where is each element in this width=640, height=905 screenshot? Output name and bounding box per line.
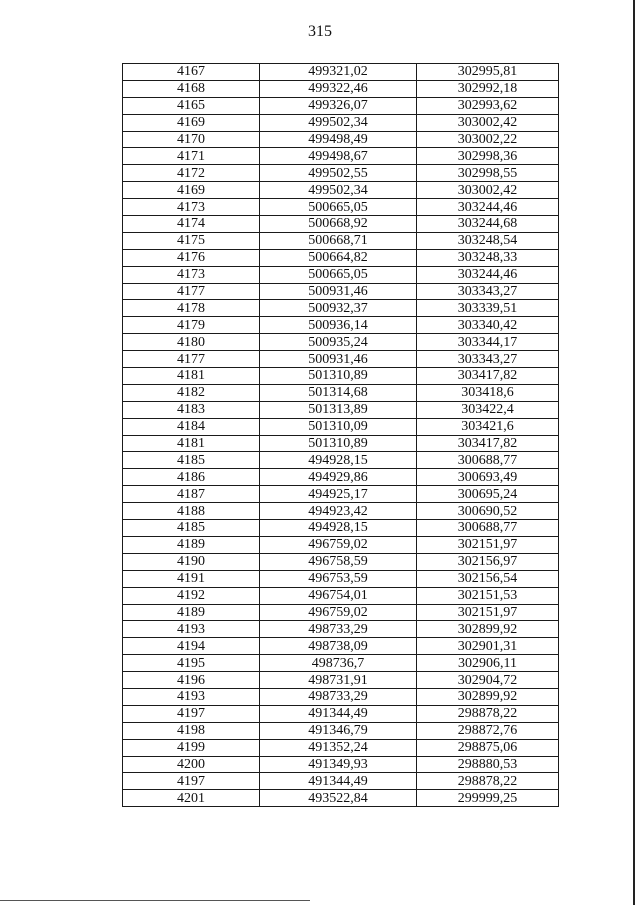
y-coordinate-cell: 302998,55 (417, 165, 559, 182)
x-coordinate-cell: 496759,02 (260, 604, 417, 621)
y-coordinate-cell: 302904,72 (417, 672, 559, 689)
point-number-cell: 4201 (123, 790, 260, 807)
page-number: 315 (308, 23, 332, 40)
table-row (123, 469, 559, 486)
point-number-cell: 4185 (123, 452, 260, 469)
table-row (123, 553, 559, 570)
table-row (123, 587, 559, 604)
table-row (123, 790, 559, 807)
x-coordinate-cell: 498731,91 (260, 672, 417, 689)
y-coordinate-cell: 300688,77 (417, 452, 559, 469)
x-coordinate-cell: 500931,46 (260, 283, 417, 300)
table-row (123, 570, 559, 587)
y-coordinate-cell: 303002,22 (417, 131, 559, 148)
table-row (123, 283, 559, 300)
point-number-cell: 4179 (123, 317, 260, 334)
x-coordinate-cell: 499502,34 (260, 182, 417, 199)
point-number-cell: 4173 (123, 199, 260, 216)
coordinates-table (122, 63, 559, 807)
table-row (123, 97, 559, 114)
point-number-cell: 4192 (123, 587, 260, 604)
point-number-cell: 4184 (123, 418, 260, 435)
point-number-cell: 4193 (123, 688, 260, 705)
table-row (123, 182, 559, 199)
x-coordinate-cell: 494928,15 (260, 520, 417, 537)
point-number-cell: 4178 (123, 300, 260, 317)
x-coordinate-cell: 499322,46 (260, 80, 417, 97)
table-row (123, 722, 559, 739)
point-number-cell: 4193 (123, 621, 260, 638)
y-coordinate-cell: 298875,06 (417, 739, 559, 756)
table-row (123, 368, 559, 385)
point-number-cell: 4196 (123, 672, 260, 689)
y-coordinate-cell: 302901,31 (417, 638, 559, 655)
table-row (123, 655, 559, 672)
y-coordinate-cell: 302156,54 (417, 570, 559, 587)
point-number-cell: 4165 (123, 97, 260, 114)
point-number-cell: 4168 (123, 80, 260, 97)
y-coordinate-cell: 303417,82 (417, 435, 559, 452)
point-number-cell: 4176 (123, 249, 260, 266)
y-coordinate-cell: 302995,81 (417, 64, 559, 81)
x-coordinate-cell: 500935,24 (260, 334, 417, 351)
table-row (123, 452, 559, 469)
y-coordinate-cell: 300688,77 (417, 520, 559, 537)
y-coordinate-cell: 303002,42 (417, 114, 559, 131)
table-row (123, 216, 559, 233)
y-coordinate-cell: 303002,42 (417, 182, 559, 199)
point-number-cell: 4183 (123, 401, 260, 418)
y-coordinate-cell: 303418,6 (417, 384, 559, 401)
y-coordinate-cell: 302151,53 (417, 587, 559, 604)
point-number-cell: 4187 (123, 486, 260, 503)
table-row (123, 756, 559, 773)
point-number-cell: 4186 (123, 469, 260, 486)
x-coordinate-cell: 496754,01 (260, 587, 417, 604)
x-coordinate-cell: 500668,71 (260, 232, 417, 249)
x-coordinate-cell: 498736,7 (260, 655, 417, 672)
table-row (123, 486, 559, 503)
table-row (123, 773, 559, 790)
point-number-cell: 4190 (123, 553, 260, 570)
point-number-cell: 4173 (123, 266, 260, 283)
x-coordinate-cell: 499321,02 (260, 64, 417, 81)
point-number-cell: 4181 (123, 435, 260, 452)
point-number-cell: 4171 (123, 148, 260, 165)
table-row (123, 249, 559, 266)
x-coordinate-cell: 500665,05 (260, 266, 417, 283)
y-coordinate-cell: 299999,25 (417, 790, 559, 807)
y-coordinate-cell: 303244,68 (417, 216, 559, 233)
y-coordinate-cell: 300690,52 (417, 503, 559, 520)
table-row (123, 739, 559, 756)
table-row (123, 199, 559, 216)
x-coordinate-cell: 493522,84 (260, 790, 417, 807)
x-coordinate-cell: 491349,93 (260, 756, 417, 773)
x-coordinate-cell: 494928,15 (260, 452, 417, 469)
x-coordinate-cell: 500932,37 (260, 300, 417, 317)
table-row (123, 638, 559, 655)
y-coordinate-cell: 303339,51 (417, 300, 559, 317)
x-coordinate-cell: 498733,29 (260, 688, 417, 705)
point-number-cell: 4169 (123, 182, 260, 199)
point-number-cell: 4174 (123, 216, 260, 233)
x-coordinate-cell: 498733,29 (260, 621, 417, 638)
page-edge-bottom (0, 900, 310, 901)
y-coordinate-cell: 298878,22 (417, 773, 559, 790)
point-number-cell: 4189 (123, 536, 260, 553)
point-number-cell: 4175 (123, 232, 260, 249)
y-coordinate-cell: 300693,49 (417, 469, 559, 486)
x-coordinate-cell: 499502,55 (260, 165, 417, 182)
point-number-cell: 4180 (123, 334, 260, 351)
table-row (123, 384, 559, 401)
point-number-cell: 4194 (123, 638, 260, 655)
table-row (123, 334, 559, 351)
y-coordinate-cell: 302899,92 (417, 688, 559, 705)
table-row (123, 418, 559, 435)
y-coordinate-cell: 302156,97 (417, 553, 559, 570)
point-number-cell: 4185 (123, 520, 260, 537)
x-coordinate-cell: 501310,89 (260, 368, 417, 385)
point-number-cell: 4170 (123, 131, 260, 148)
table-row (123, 536, 559, 553)
x-coordinate-cell: 494923,42 (260, 503, 417, 520)
y-coordinate-cell: 303343,27 (417, 351, 559, 368)
table-row (123, 300, 559, 317)
y-coordinate-cell: 303340,42 (417, 317, 559, 334)
point-number-cell: 4189 (123, 604, 260, 621)
x-coordinate-cell: 498738,09 (260, 638, 417, 655)
point-number-cell: 4197 (123, 773, 260, 790)
point-number-cell: 4181 (123, 368, 260, 385)
table-row (123, 604, 559, 621)
y-coordinate-cell: 303422,4 (417, 401, 559, 418)
table-row (123, 672, 559, 689)
point-number-cell: 4167 (123, 64, 260, 81)
table-row (123, 621, 559, 638)
y-coordinate-cell: 298878,22 (417, 705, 559, 722)
y-coordinate-cell: 302993,62 (417, 97, 559, 114)
x-coordinate-cell: 496758,59 (260, 553, 417, 570)
point-number-cell: 4191 (123, 570, 260, 587)
table-row (123, 131, 559, 148)
point-number-cell: 4177 (123, 351, 260, 368)
x-coordinate-cell: 500936,14 (260, 317, 417, 334)
page-edge-right (633, 0, 635, 905)
y-coordinate-cell: 300695,24 (417, 486, 559, 503)
x-coordinate-cell: 496759,02 (260, 536, 417, 553)
point-number-cell: 4172 (123, 165, 260, 182)
y-coordinate-cell: 303248,33 (417, 249, 559, 266)
y-coordinate-cell: 302906,11 (417, 655, 559, 672)
table-row (123, 520, 559, 537)
point-number-cell: 4199 (123, 739, 260, 756)
x-coordinate-cell: 491344,49 (260, 705, 417, 722)
y-coordinate-cell: 303343,27 (417, 283, 559, 300)
y-coordinate-cell: 302899,92 (417, 621, 559, 638)
y-coordinate-cell: 303244,46 (417, 266, 559, 283)
y-coordinate-cell: 303344,17 (417, 334, 559, 351)
point-number-cell: 4197 (123, 705, 260, 722)
table-row (123, 232, 559, 249)
coordinates-table-body (123, 64, 559, 807)
point-number-cell: 4182 (123, 384, 260, 401)
table-row (123, 165, 559, 182)
x-coordinate-cell: 494929,86 (260, 469, 417, 486)
table-row (123, 148, 559, 165)
y-coordinate-cell: 298872,76 (417, 722, 559, 739)
x-coordinate-cell: 499326,07 (260, 97, 417, 114)
point-number-cell: 4188 (123, 503, 260, 520)
table-row (123, 114, 559, 131)
x-coordinate-cell: 500668,92 (260, 216, 417, 233)
table-row (123, 64, 559, 81)
x-coordinate-cell: 491344,49 (260, 773, 417, 790)
point-number-cell: 4169 (123, 114, 260, 131)
x-coordinate-cell: 501310,89 (260, 435, 417, 452)
x-coordinate-cell: 499498,67 (260, 148, 417, 165)
y-coordinate-cell: 302151,97 (417, 536, 559, 553)
x-coordinate-cell: 500931,46 (260, 351, 417, 368)
y-coordinate-cell: 302151,97 (417, 604, 559, 621)
x-coordinate-cell: 491346,79 (260, 722, 417, 739)
y-coordinate-cell: 298880,53 (417, 756, 559, 773)
x-coordinate-cell: 500665,05 (260, 199, 417, 216)
point-number-cell: 4198 (123, 722, 260, 739)
y-coordinate-cell: 303248,54 (417, 232, 559, 249)
y-coordinate-cell: 302998,36 (417, 148, 559, 165)
point-number-cell: 4200 (123, 756, 260, 773)
table-row (123, 80, 559, 97)
x-coordinate-cell: 501314,68 (260, 384, 417, 401)
x-coordinate-cell: 494925,17 (260, 486, 417, 503)
table-row (123, 503, 559, 520)
x-coordinate-cell: 500664,82 (260, 249, 417, 266)
y-coordinate-cell: 303417,82 (417, 368, 559, 385)
y-coordinate-cell: 302992,18 (417, 80, 559, 97)
x-coordinate-cell: 499502,34 (260, 114, 417, 131)
x-coordinate-cell: 496753,59 (260, 570, 417, 587)
x-coordinate-cell: 491352,24 (260, 739, 417, 756)
table-row (123, 317, 559, 334)
table-row (123, 688, 559, 705)
x-coordinate-cell: 501313,89 (260, 401, 417, 418)
table-row (123, 266, 559, 283)
x-coordinate-cell: 501310,09 (260, 418, 417, 435)
y-coordinate-cell: 303244,46 (417, 199, 559, 216)
table-row (123, 435, 559, 452)
table-row (123, 401, 559, 418)
y-coordinate-cell: 303421,6 (417, 418, 559, 435)
point-number-cell: 4177 (123, 283, 260, 300)
table-row (123, 351, 559, 368)
x-coordinate-cell: 499498,49 (260, 131, 417, 148)
table-row (123, 705, 559, 722)
point-number-cell: 4195 (123, 655, 260, 672)
